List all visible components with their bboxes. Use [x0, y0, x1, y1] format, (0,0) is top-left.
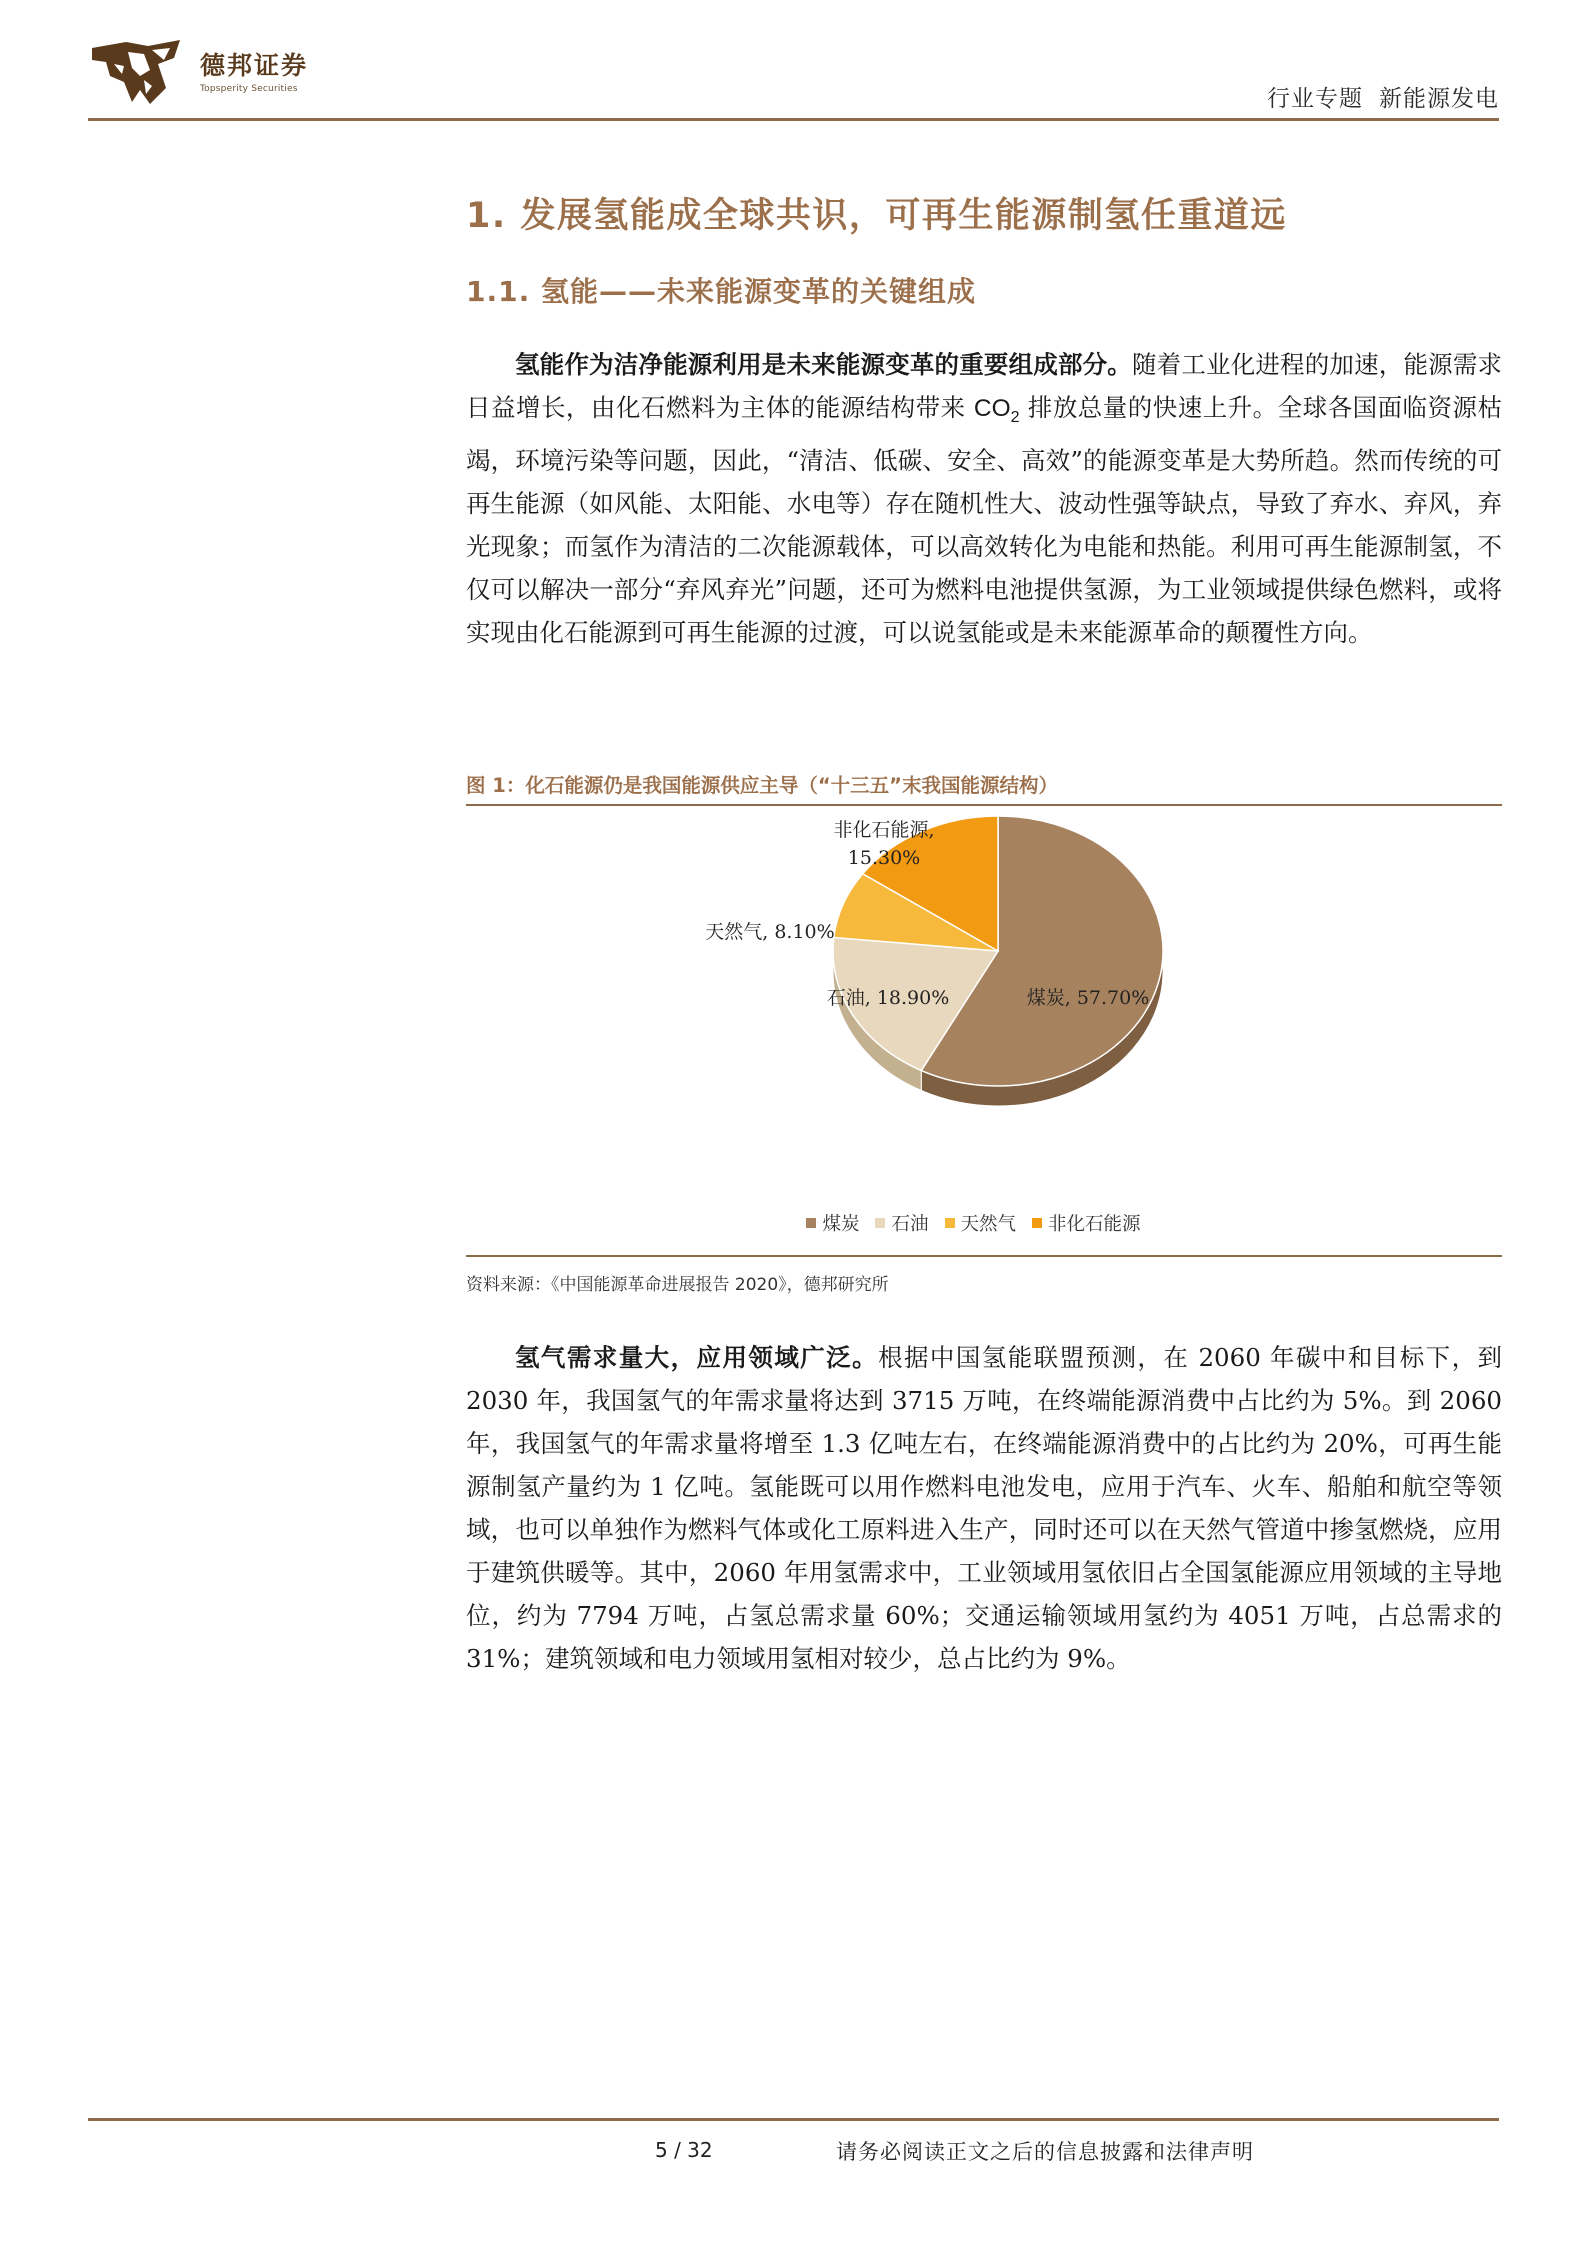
legend-item-天然气: [945, 1210, 1017, 1236]
pie-label-non-fossil-value: 15.30%: [847, 847, 921, 869]
legend-label: 石油: [891, 1214, 929, 1235]
legal-disclaimer: 请务必阅读正文之后的信息披露和法律声明: [836, 2140, 1254, 2164]
footer-divider: [88, 2118, 1499, 2121]
paragraph-hydrogen-demand: [466, 1336, 1502, 1680]
paragraph-hydrogen-energy: [466, 343, 1502, 654]
report-type: 行业专题: [1267, 86, 1363, 112]
paragraph-text: 排放总量的快速上升。全球各国面临资源枯竭，环境污染等问题，因此，“清洁、低碳、安全、高效”的能源变革是大势所趋。然而传统的可再生能源（如风能、太阳能、水电等）存在随机性大、波动性强等缺点，导致了弃水、弃风，弃光现象；而氢作为清洁的二次能源载体，可以高效转化为电能和热能。利用可再生能源制氢，不仅可以解决一部分“弃风弃光”问题，还可为燃料电池提供氢源，为工业领域提供绿色燃料，或将实现由化石能源到可再生能源的过渡，可以说氢能或是未来能源革命的颠覆性方向。: [466, 393, 1502, 647]
chart-legend: [0, 1210, 1587, 1236]
logo-english-name: Topsperity Securities: [200, 84, 298, 94]
header-divider: [88, 118, 1499, 121]
legend-label: 煤炭: [822, 1214, 860, 1235]
energy-structure-pie-chart: [466, 806, 1502, 1254]
report-category: [1267, 80, 1499, 113]
figure-source: 资料来源：《中国能源革命进展报告 2020》，德邦研究所: [466, 1275, 889, 1295]
section-heading: 1. 发展氢能成全球共识，可再生能源制氢任重道远: [466, 196, 1287, 236]
legend-swatch: [1032, 1218, 1042, 1228]
pie-label-natural-gas: 天然气, 8.10%: [705, 921, 835, 943]
brand-logo: [88, 30, 408, 110]
co2-base: CO: [973, 395, 1011, 422]
paragraph-text: 根据中国氢能联盟预测，在 2060 年碳中和目标下，到 2030 年，我国氢气的年需求量将达到 3715 万吨，在终端能源消费中占比约为 5%。到 2060 年，我国氢气的年需求量将增至 1.3 亿吨左右，在终端能源消费中的占比约为 20%，可再生能源制氢产量约为 1 亿吨。氢能既可以用作燃料电池发电，应用于汽车、火车、船舶和航空等领域，也可以单独作为燃料气体或化工原料进入生产，同时还可以在天然气管道中掺氢燃烧，应用于建筑供暖等。其中，2060 年用氢需求中，工业领域用氢依旧占全国氢能源应用领域的主导地位，约为 7794 万吨，占氢总需求量 60%；交通运输领域用氢约为 4051 万吨，占总需求的 31%；建筑领域和电力领域用氢相对较少，总占比约为 9%。: [466, 1343, 1502, 1673]
co2-subscript: 2: [1010, 408, 1020, 426]
legend-item-非化石能源: [1032, 1210, 1141, 1236]
legend-swatch: [875, 1218, 885, 1228]
co2-formula: [973, 395, 1020, 426]
subsection-heading: 1.1. 氢能——未来能源变革的关键组成: [466, 275, 976, 308]
tiger-logo-icon: [88, 30, 188, 110]
legend-item-石油: [875, 1210, 928, 1236]
figure-bottom-rule: [466, 1255, 1502, 1257]
pie-label-non-fossil-name: 非化石能源,: [833, 819, 935, 841]
figure-title: 图 1：化石能源仍是我国能源供应主导（“十三五”末我国能源结构）: [466, 774, 1058, 797]
legend-label: 天然气: [960, 1214, 1017, 1235]
report-topic: 新能源发电: [1379, 86, 1499, 112]
logo-chinese-name: 德邦证券: [200, 51, 309, 80]
paragraph-text: 随着工业化进程的加速，能源需求日益增长，由化石燃料为主体的能源结构带来: [466, 350, 1502, 422]
legend-item-煤炭: [806, 1210, 859, 1236]
paragraph-lead: 氢能作为洁净能源利用是未来能源变革的重要组成部分。: [515, 350, 1132, 379]
page-number: 5 / 32: [655, 2138, 713, 2162]
legend-swatch: [806, 1218, 816, 1228]
paragraph-lead: 氢气需求量大，应用领域广泛。: [515, 1343, 879, 1372]
pie-label-coal: 煤炭, 57.70%: [1026, 987, 1150, 1009]
legend-label: 非化石能源: [1048, 1214, 1141, 1235]
legend-swatch: [945, 1218, 955, 1228]
pie-label-oil: 石油, 18.90%: [826, 987, 950, 1009]
